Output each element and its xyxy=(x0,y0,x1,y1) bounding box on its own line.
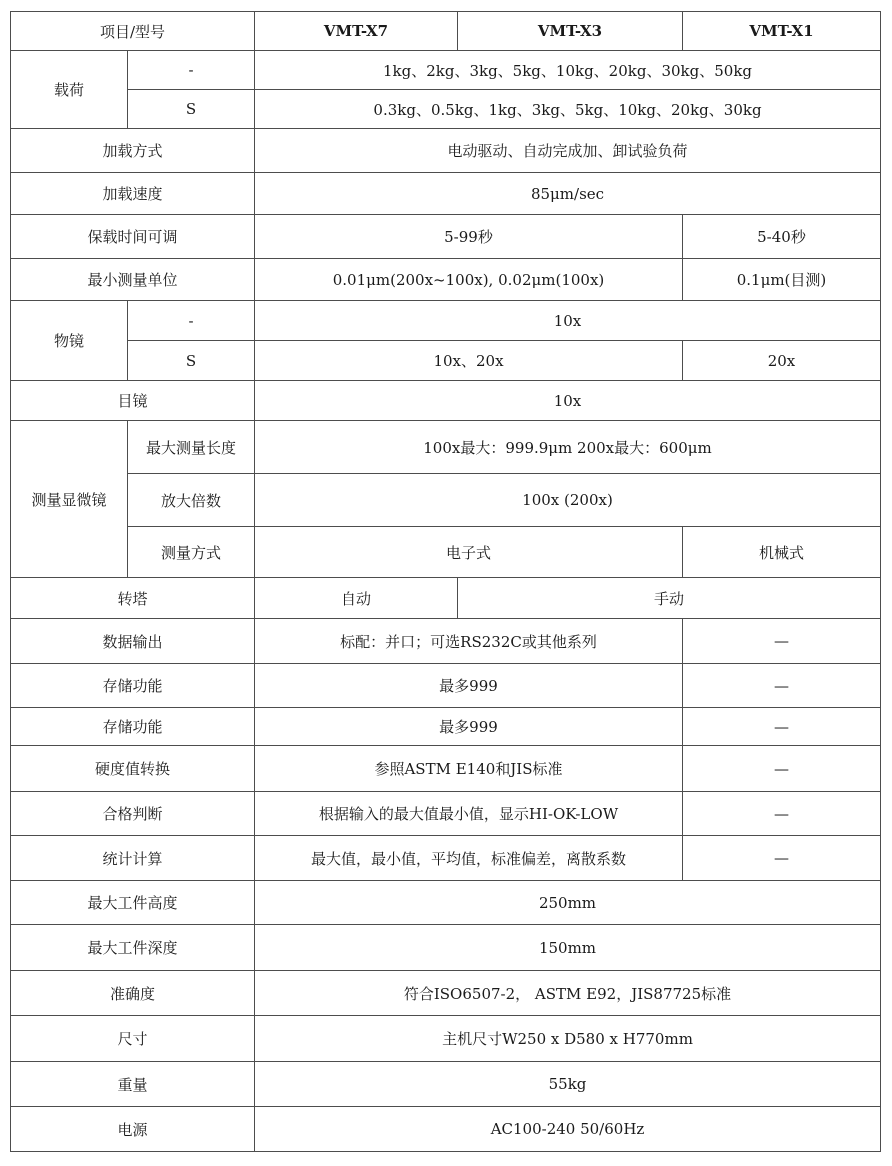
table-row xyxy=(11,971,881,1016)
table-row xyxy=(11,51,881,90)
conversion-dash: — xyxy=(683,746,881,792)
min-unit-label: 最小测量单位 xyxy=(11,259,255,301)
max-height-value: 250mm xyxy=(255,881,881,925)
objective-sub-standard: - xyxy=(128,301,255,341)
turret-value-a: 自动 xyxy=(255,578,458,619)
data-output-value: 标配：并口；可选RS232C或其他系列 xyxy=(255,619,683,664)
microscope-label: 测量显微镜 xyxy=(11,421,128,578)
max-depth-label: 最大工件深度 xyxy=(11,925,255,971)
measure-method-label: 测量方式 xyxy=(128,527,255,578)
judgement-value: 根据输入的最大值最小值，显示HI-OK-LOW xyxy=(255,792,683,836)
power-value: AC100-240 50/60Hz xyxy=(255,1107,881,1152)
dwell-time-value-a: 5-99秒 xyxy=(255,215,683,259)
storage-label-2: 存储功能 xyxy=(11,708,255,746)
table-row xyxy=(11,259,881,301)
spec-table xyxy=(10,11,881,1152)
objective-value-standard: 10x xyxy=(255,301,881,341)
load-method-value: 电动驱动、自动完成加、卸试验负荷 xyxy=(255,129,881,173)
storage-value-1: 最多999 xyxy=(255,664,683,708)
table-row xyxy=(11,746,881,792)
load-sub-standard: - xyxy=(128,51,255,90)
size-label: 尺寸 xyxy=(11,1016,255,1062)
turret-value-b: 手动 xyxy=(458,578,881,619)
header-model-x3: VMT-X3 xyxy=(458,12,683,51)
table-row xyxy=(11,619,881,664)
header-model-x7: VMT-X7 xyxy=(255,12,458,51)
header-row xyxy=(11,12,881,51)
measure-method-value-a: 电子式 xyxy=(255,527,683,578)
storage-dash-2: — xyxy=(683,708,881,746)
max-length-value: 100x最大：999.9μm 200x最大：600μm xyxy=(255,421,881,474)
table-row xyxy=(11,1107,881,1152)
min-unit-value-b: 0.1μm(目测) xyxy=(683,259,881,301)
objective-value-s-b: 20x xyxy=(683,341,881,381)
data-output-label: 数据输出 xyxy=(11,619,255,664)
table-row xyxy=(11,925,881,971)
table-row xyxy=(11,301,881,341)
power-label: 电源 xyxy=(11,1107,255,1152)
table-row xyxy=(11,421,881,474)
objective-sub-s: S xyxy=(128,341,255,381)
table-row xyxy=(11,578,881,619)
table-row xyxy=(11,792,881,836)
table-row xyxy=(11,173,881,215)
table-row xyxy=(11,381,881,421)
objective-label: 物镜 xyxy=(11,301,128,381)
judgement-dash: — xyxy=(683,792,881,836)
data-output-dash: — xyxy=(683,619,881,664)
storage-label-1: 存储功能 xyxy=(11,664,255,708)
turret-label: 转塔 xyxy=(11,578,255,619)
table-row xyxy=(11,708,881,746)
accuracy-value: 符合ISO6507-2， ASTM E92，JIS87725标准 xyxy=(255,971,881,1016)
objective-value-s-a: 10x、20x xyxy=(255,341,683,381)
accuracy-label: 准确度 xyxy=(11,971,255,1016)
table-row xyxy=(11,836,881,881)
storage-value-2: 最多999 xyxy=(255,708,683,746)
load-speed-label: 加载速度 xyxy=(11,173,255,215)
max-length-label: 最大测量长度 xyxy=(128,421,255,474)
eyepiece-value: 10x xyxy=(255,381,881,421)
judgement-label: 合格判断 xyxy=(11,792,255,836)
load-sub-s: S xyxy=(128,90,255,129)
table-row xyxy=(11,527,881,578)
dwell-time-label: 保载时间可调 xyxy=(11,215,255,259)
eyepiece-label: 目镜 xyxy=(11,381,255,421)
table-row xyxy=(11,664,881,708)
load-label: 载荷 xyxy=(11,51,128,129)
header-model-x1: VMT-X1 xyxy=(683,12,881,51)
conversion-value: 参照ASTM E140和JIS标准 xyxy=(255,746,683,792)
load-speed-value: 85μm/sec xyxy=(255,173,881,215)
table-row xyxy=(11,129,881,173)
table-row xyxy=(11,474,881,527)
table-row xyxy=(11,90,881,129)
load-value-s: 0.3kg、0.5kg、1kg、3kg、5kg、10kg、20kg、30kg xyxy=(255,90,881,129)
statistics-value: 最大值，最小值，平均值，标准偏差，离散系数 xyxy=(255,836,683,881)
statistics-dash: — xyxy=(683,836,881,881)
weight-label: 重量 xyxy=(11,1062,255,1107)
max-depth-value: 150mm xyxy=(255,925,881,971)
table-row xyxy=(11,215,881,259)
load-method-label: 加载方式 xyxy=(11,129,255,173)
dwell-time-value-b: 5-40秒 xyxy=(683,215,881,259)
header-item: 项目/型号 xyxy=(11,12,255,51)
storage-dash-1: — xyxy=(683,664,881,708)
statistics-label: 统计计算 xyxy=(11,836,255,881)
weight-value: 55kg xyxy=(255,1062,881,1107)
load-value-standard: 1kg、2kg、3kg、5kg、10kg、20kg、30kg、50kg xyxy=(255,51,881,90)
magnification-value: 100x (200x) xyxy=(255,474,881,527)
table-row xyxy=(11,341,881,381)
max-height-label: 最大工件高度 xyxy=(11,881,255,925)
size-value: 主机尺寸W250 x D580 x H770mm xyxy=(255,1016,881,1062)
table-row xyxy=(11,1016,881,1062)
min-unit-value-a: 0.01μm(200x~100x), 0.02μm(100x) xyxy=(255,259,683,301)
magnification-label: 放大倍数 xyxy=(128,474,255,527)
measure-method-value-b: 机械式 xyxy=(683,527,881,578)
table-row xyxy=(11,881,881,925)
conversion-label: 硬度值转换 xyxy=(11,746,255,792)
table-row xyxy=(11,1062,881,1107)
